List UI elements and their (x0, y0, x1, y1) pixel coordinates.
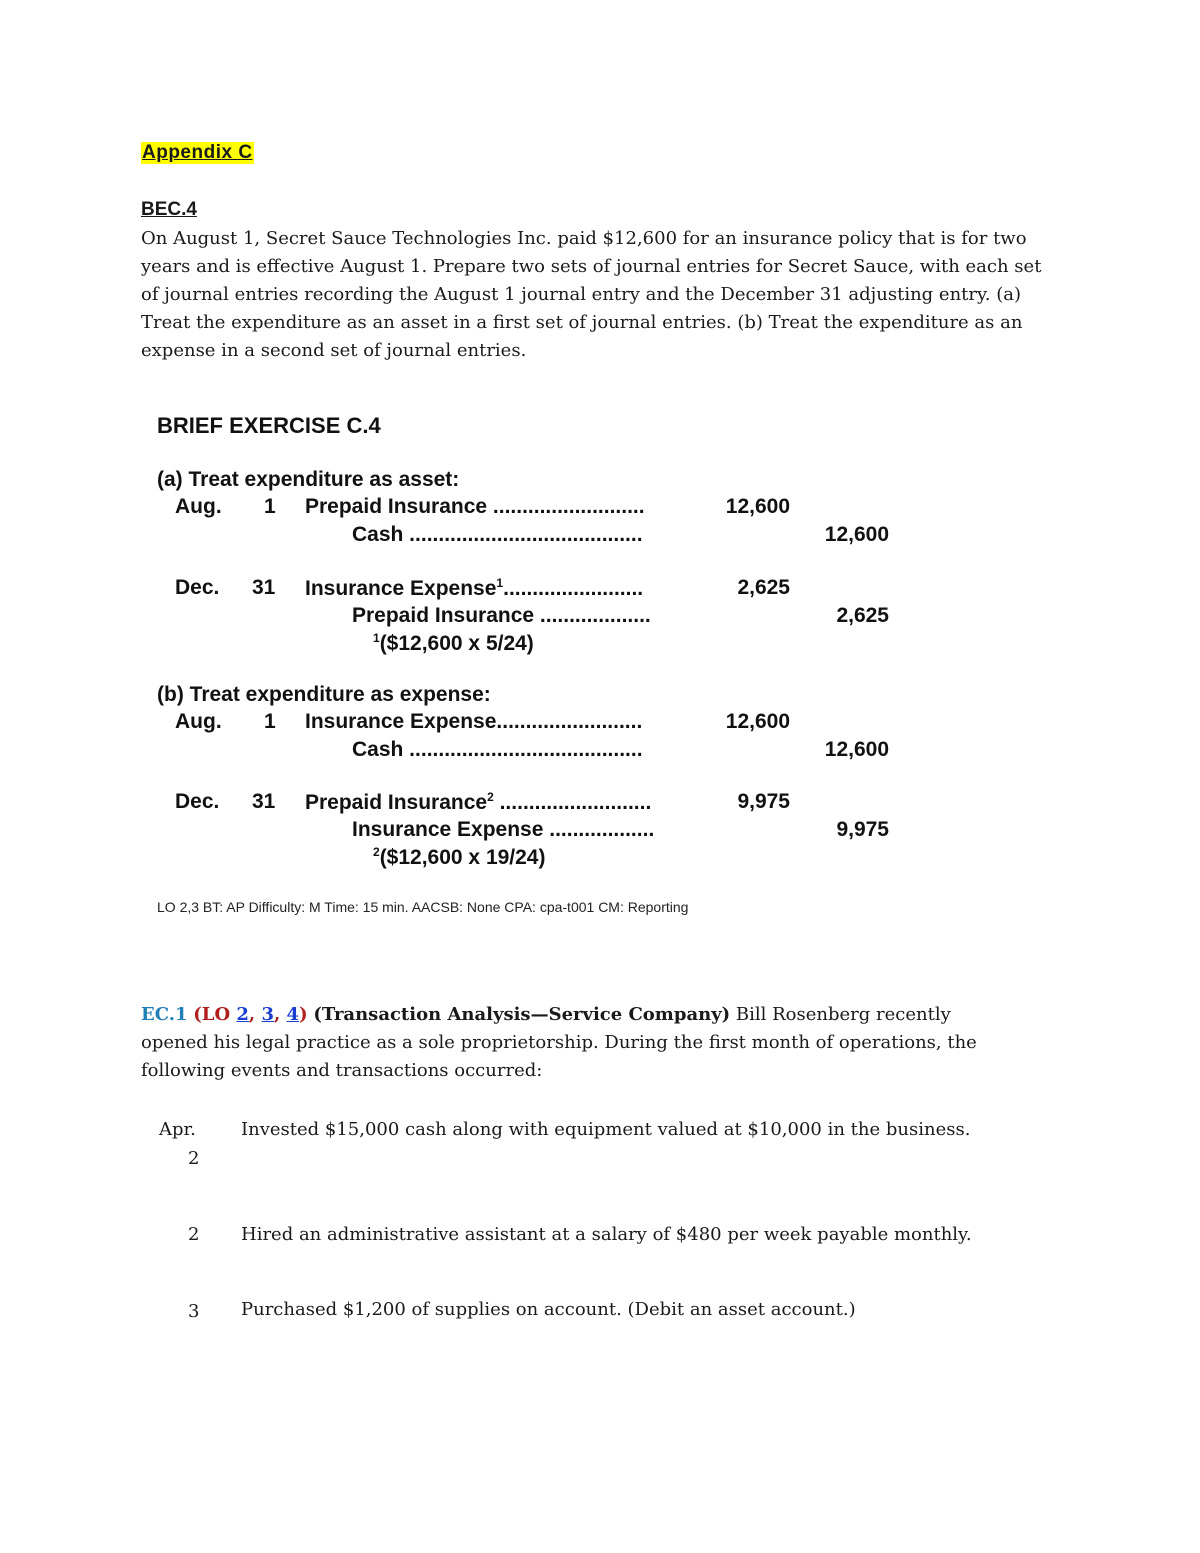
ec1-lo: (LO 2, 3, 4) (193, 1004, 308, 1025)
transaction-day: 2 (188, 1224, 200, 1245)
entry-account: Insurance Expense (305, 577, 497, 600)
bec-line: of journal entries recording the August 1 journal entry and the December 31 adjusting entry. (a) (141, 284, 1022, 305)
entry-account: Insurance Expense .................. (352, 818, 655, 841)
lo-link-4[interactable]: 4 (286, 1004, 300, 1025)
entry-day: 31 (252, 576, 276, 599)
footnote-marker: 1 (496, 576, 504, 590)
appendix-title: Appendix C (142, 142, 253, 163)
lo-prefix: (LO (193, 1004, 237, 1025)
lo-link-3[interactable]: 3 (261, 1004, 274, 1025)
bec-heading: BEC.4 (141, 199, 197, 220)
entry-month: Dec. (175, 576, 220, 599)
part-b-heading: (b) Treat expenditure as expense: (157, 683, 491, 706)
entry-day: 1 (264, 710, 276, 733)
entry-debit: 2,625 (737, 576, 790, 599)
bec-line: expense in a second set of journal entries. (141, 340, 527, 361)
lo-suffix: ) (299, 1004, 308, 1025)
entry-credit: 2,625 (836, 604, 889, 627)
transaction-text: Purchased $1,200 of supplies on account. (Debit an asset account.) (241, 1299, 856, 1320)
entry-debit: 12,600 (725, 710, 790, 733)
entry-account: Cash ........................................ (352, 523, 643, 546)
entry-debit: 9,975 (737, 790, 790, 813)
footnote-text: ($12,600 x 5/24) (379, 632, 534, 655)
ec1-number: EC.1 (141, 1004, 188, 1025)
entry-month: Dec. (175, 790, 220, 813)
footnote-marker: 1 (373, 631, 380, 645)
transaction-month: Apr. (159, 1119, 196, 1140)
ec1-intro-line: following events and transactions occurred: (141, 1060, 543, 1081)
entry-credit: 12,600 (824, 738, 889, 761)
ec1-intro: Bill Rosenberg recently (735, 1004, 951, 1025)
bec-line: On August 1, Secret Sauce Technologies Inc. paid $12,600 for an insurance policy that is for two (141, 228, 1027, 249)
footnote-marker: 2 (373, 845, 380, 859)
ec1-heading-line (141, 1004, 951, 1025)
entry-account-with-footnote (305, 576, 643, 601)
lo-link-2[interactable]: 2 (236, 1004, 249, 1025)
ec1-intro-line: opened his legal practice as a sole proprietorship. During the first month of operations, the (141, 1032, 977, 1053)
footnote-marker: 2 (487, 790, 494, 804)
transaction-text: Invested $15,000 cash along with equipment valued at $10,000 in the business. (241, 1119, 971, 1140)
entry-day: 31 (252, 790, 276, 813)
entry-account: Prepaid Insurance ................... (352, 604, 651, 627)
entry-dots: .......................... (493, 791, 652, 814)
entry-account: Prepaid Insurance .......................... (305, 495, 645, 518)
transaction-day: 3 (188, 1301, 200, 1322)
entry-account-with-footnote (305, 790, 651, 815)
entry-credit: 12,600 (824, 523, 889, 546)
transaction-day: 2 (188, 1148, 200, 1169)
footnote-calc (373, 631, 534, 656)
entry-dots: ........................ (503, 577, 644, 600)
solution-title: BRIEF EXERCISE C.4 (157, 413, 381, 438)
bec-line: Treat the expenditure as an asset in a first set of journal entries. (b) Treat the expenditure as an (141, 312, 1023, 333)
entry-month: Aug. (175, 495, 222, 518)
entry-debit: 12,600 (725, 495, 790, 518)
ec1-title: (Transaction Analysis—Service Company) (313, 1004, 731, 1025)
footnote-text: ($12,600 x 19/24) (379, 846, 546, 869)
transaction-text: Hired an administrative assistant at a salary of $480 per week payable monthly. (241, 1224, 972, 1245)
entry-account: Insurance Expense......................... (305, 710, 643, 733)
learning-objective-meta: LO 2,3 BT: AP Difficulty: M Time: 15 min. AACSB: None CPA: cpa-t001 CM: Reporting (157, 899, 689, 915)
footnote-calc (373, 845, 545, 870)
entry-account: Cash ........................................ (352, 738, 643, 761)
entry-account: Prepaid Insurance (305, 791, 488, 814)
entry-credit: 9,975 (836, 818, 889, 841)
entry-day: 1 (264, 495, 276, 518)
entry-month: Aug. (175, 710, 222, 733)
bec-line: years and is effective August 1. Prepare two sets of journal entries for Secret Sauce, with each set (141, 256, 1042, 277)
part-a-heading: (a) Treat expenditure as asset: (157, 468, 460, 491)
